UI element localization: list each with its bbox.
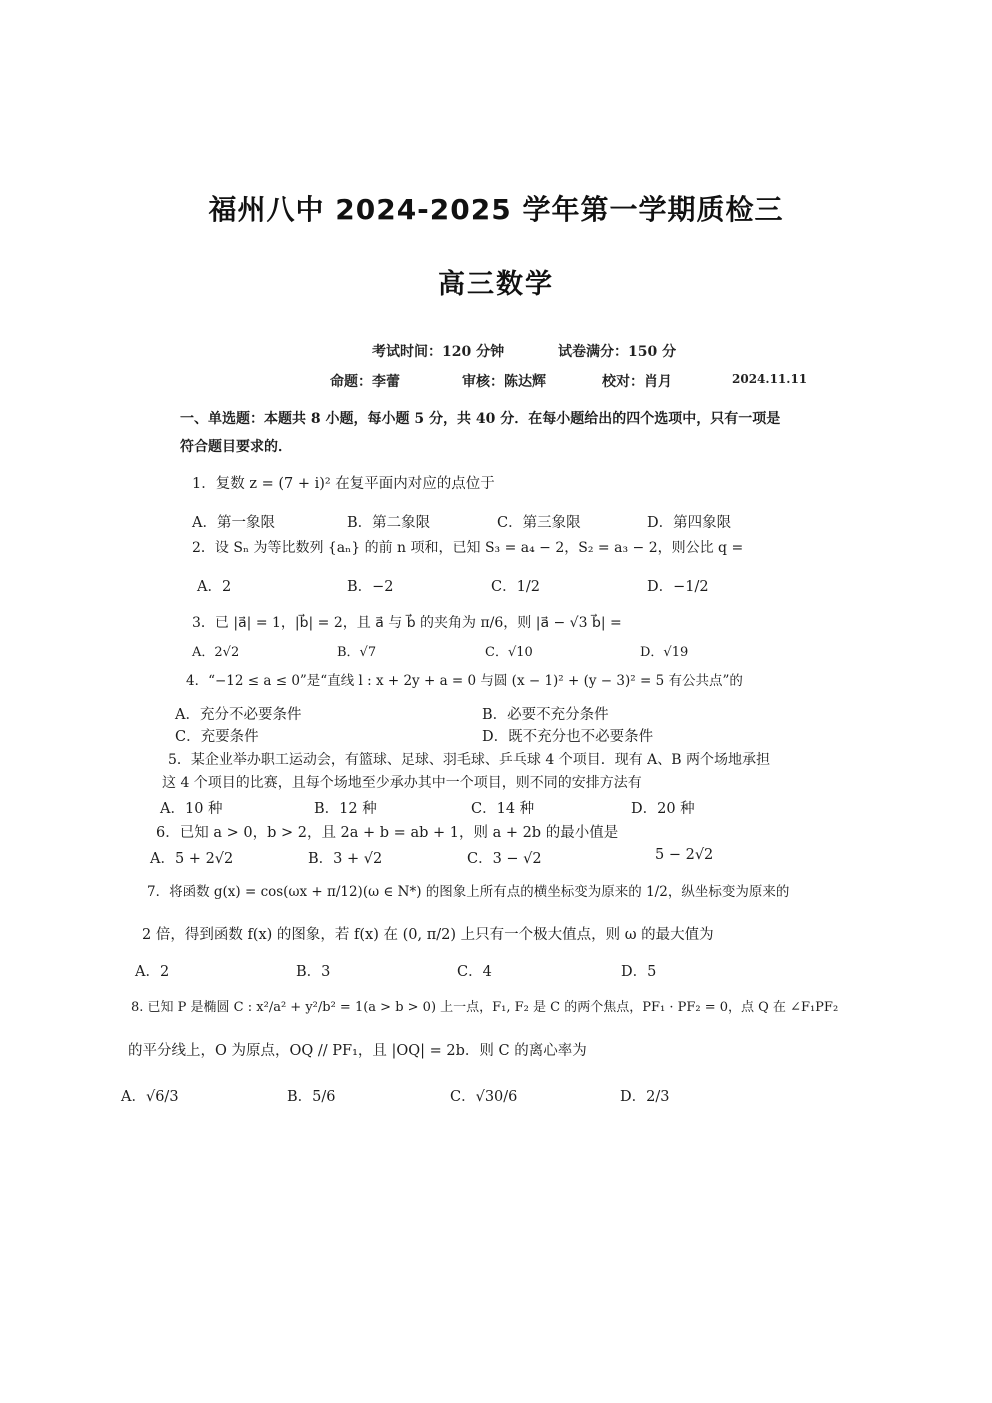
section-heading-line1: 一、单选题：本题共 8 小题，每小题 5 分，共 40 分．在每小题给出的四个选项中，只有一项是 bbox=[180, 411, 781, 427]
q3-option-a: A．2√2 bbox=[192, 645, 240, 660]
q8-option-b: B．5/6 bbox=[287, 1089, 336, 1105]
question-1-stem: 1．复数 z = (7 + i)² 在复平面内对应的点位于 bbox=[192, 476, 495, 492]
q4-option-a: A．充分不必要条件 bbox=[175, 707, 302, 723]
reviewer: 审核：陈达辉 bbox=[462, 374, 546, 390]
question-2-stem: 2．设 Sₙ 为等比数列 {aₙ} 的前 n 项和，已知 S₃ = a₄ − 2，S₂ = a₃ − 2，则公比 q = bbox=[192, 540, 744, 556]
question-8-stem-line1: 8. 已知 P 是椭圆 C : x²/a² + y²/b² = 1(a > b > 0) 上一点，F₁, F₂ 是 C 的两个焦点，PF₁ · PF₂ = 0，点 Q 在 ∠F₁PF₂ bbox=[131, 1000, 839, 1015]
q5-option-a: A．10 种 bbox=[160, 801, 223, 817]
q4-option-c: C．充要条件 bbox=[175, 729, 259, 745]
q2-option-b: B．−2 bbox=[347, 579, 394, 595]
q3-option-b: B．√7 bbox=[337, 645, 377, 660]
q8-option-a: A．√6/3 bbox=[121, 1089, 179, 1105]
exam-title: 福州八中 2024-2025 学年第一学期质检三 bbox=[208, 193, 784, 226]
q8-option-d: D．2/3 bbox=[620, 1089, 670, 1105]
q7-option-b: B．3 bbox=[296, 964, 331, 980]
q6-option-c: C．3 − √2 bbox=[467, 851, 542, 867]
exam-time: 考试时间：120 分钟 bbox=[372, 344, 505, 360]
q4-option-b: B．必要不充分条件 bbox=[482, 707, 609, 723]
q5-option-c: C．14 种 bbox=[471, 801, 535, 817]
q5-option-b: B．12 种 bbox=[314, 801, 377, 817]
section-heading-line2: 符合题目要求的． bbox=[180, 439, 292, 455]
q1-option-b: B．第二象限 bbox=[347, 515, 431, 531]
exam-subject: 高三数学 bbox=[438, 269, 554, 300]
q1-option-a: A．第一象限 bbox=[192, 515, 275, 531]
q2-option-c: C．1/2 bbox=[491, 579, 540, 595]
q5-option-d: D．20 种 bbox=[631, 801, 695, 817]
q6-option-d: 5 − 2√2 bbox=[655, 847, 714, 863]
q8-option-c: C．√30/6 bbox=[450, 1089, 518, 1105]
question-4-stem: 4．“−12 ≤ a ≤ 0”是“直线 l : x + 2y + a = 0 与圆 (x − 1)² + (y − 3)² = 5 有公共点”的 bbox=[186, 673, 743, 689]
q7-option-c: C．4 bbox=[457, 964, 492, 980]
q6-option-b: B．3 + √2 bbox=[308, 851, 383, 867]
full-score: 试卷满分：150 分 bbox=[558, 344, 677, 360]
question-7-stem-line2: 2 倍，得到函数 f(x) 的图象，若 f(x) 在 (0, π/2) 上只有一个极大值点，则 ω 的最大值为 bbox=[142, 927, 714, 943]
question-3-stem: 3．已 |a⃗| = 1，|b⃗| = 2，且 a⃗ 与 b⃗ 的夹角为 π/6，则 |a⃗ − √3 b⃗| = bbox=[192, 615, 622, 631]
q7-option-d: D．5 bbox=[621, 964, 657, 980]
question-5-stem-line1: 5．某企业举办职工运动会，有篮球、足球、羽毛球、乒乓球 4 个项目．现有 A、B 两个场地承担 bbox=[168, 752, 771, 768]
q3-option-c: C．√10 bbox=[485, 645, 533, 660]
question-5-stem-line2: 这 4 个项目的比赛，且每个场地至少承办其中一个项目，则不同的安排方法有 bbox=[162, 775, 642, 791]
q7-option-a: A．2 bbox=[135, 964, 170, 980]
question-7-stem-line1: 7．将函数 g(x) = cos(ωx + π/12)(ω ∈ N*) 的图象上所有点的横坐标变为原来的 1/2，纵坐标变为原来的 bbox=[147, 884, 790, 900]
q1-option-c: C．第三象限 bbox=[497, 515, 581, 531]
question-8-stem-line2: 的平分线上，O 为原点，OQ // PF₁，且 |OQ| = 2b．则 C 的离心率为 bbox=[128, 1043, 587, 1059]
q3-option-d: D．√19 bbox=[640, 645, 689, 660]
q2-option-d: D．−1/2 bbox=[647, 579, 709, 595]
exam-date: 2024.11.11 bbox=[732, 372, 808, 386]
author: 命题：李蕾 bbox=[330, 374, 400, 390]
q1-option-d: D．第四象限 bbox=[647, 515, 732, 531]
q4-option-d: D．既不充分也不必要条件 bbox=[482, 729, 654, 745]
proofreader: 校对：肖月 bbox=[602, 374, 672, 390]
q2-option-a: A．2 bbox=[197, 579, 232, 595]
q6-option-a: A．5 + 2√2 bbox=[150, 851, 234, 867]
question-6-stem: 6．已知 a > 0，b > 2，且 2a + b = ab + 1，则 a + 2b 的最小值是 bbox=[156, 825, 619, 841]
